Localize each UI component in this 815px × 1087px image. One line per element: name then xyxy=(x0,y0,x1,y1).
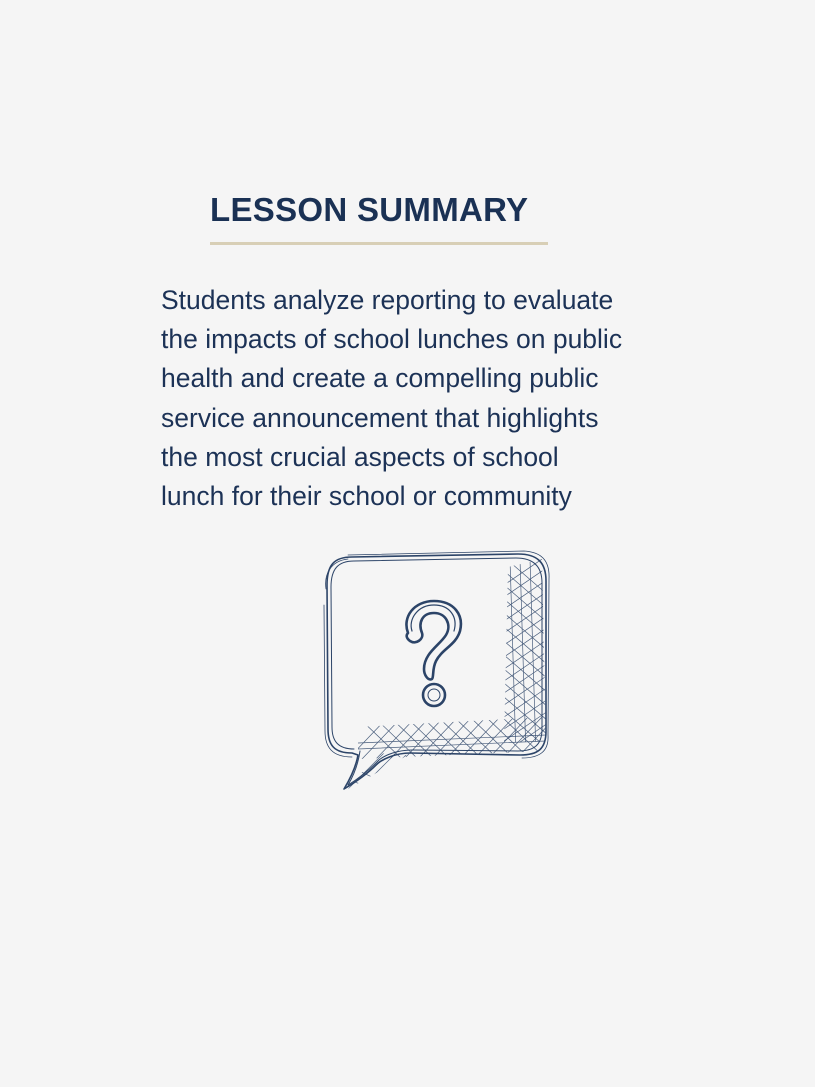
summary-line: the most crucial aspects of school xyxy=(161,441,559,472)
summary-line: lunch for their school or community xyxy=(161,481,572,512)
summary-line: Students analyze reporting to evaluate xyxy=(161,285,614,315)
summary-line: health and create a compelling public xyxy=(161,363,599,394)
summary-line: service announcement that highlights xyxy=(161,402,599,433)
title-divider xyxy=(210,242,548,245)
summary-line: the impacts of school lunches on public xyxy=(161,324,623,355)
lesson-summary-title: LESSON SUMMARY xyxy=(210,191,529,228)
question-speech-bubble-icon xyxy=(318,545,554,795)
lesson-summary-text xyxy=(161,281,681,516)
